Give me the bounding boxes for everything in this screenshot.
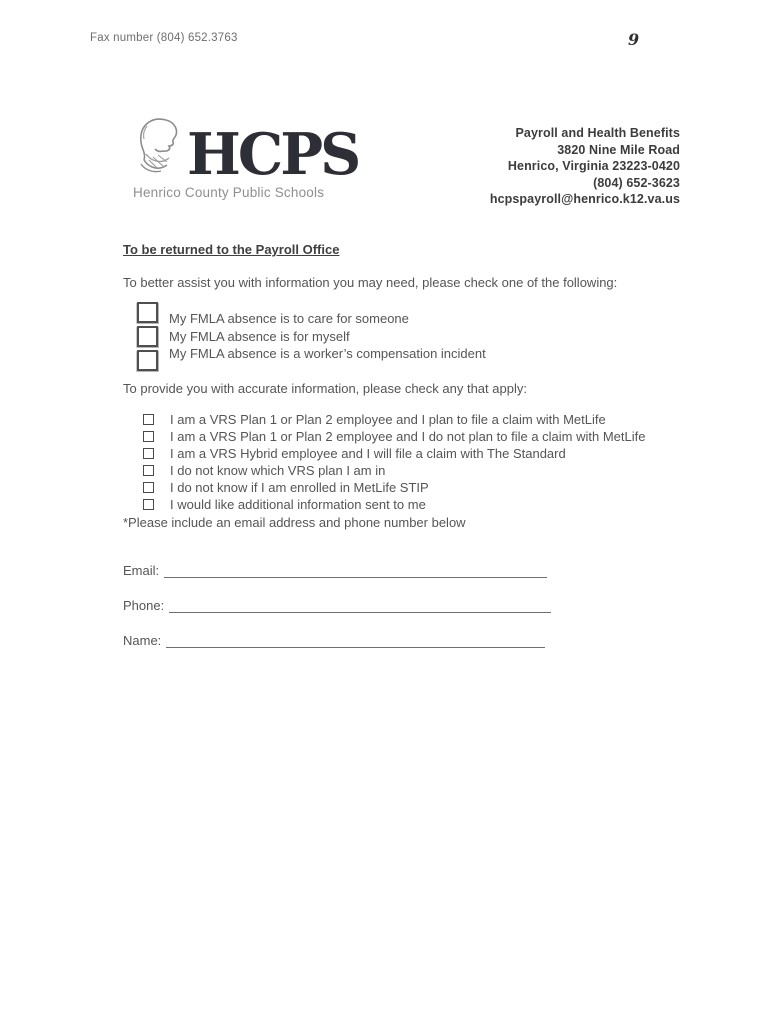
hcps-logo: [133, 116, 359, 200]
vrs-option-label: I am a VRS Plan 1 or Plan 2 employee and I plan to file a claim with MetLife: [170, 412, 606, 427]
vrs-option-label: I do not know which VRS plan I am in: [170, 463, 386, 478]
contact-block: [490, 125, 680, 208]
checkbox-additional-info[interactable]: [143, 499, 154, 510]
name-field-label: Name:: [123, 633, 162, 648]
vrs-option-row: [143, 462, 683, 479]
vrs-option-label: I would like additional information sent to me: [170, 497, 426, 512]
checkbox-unknown-vrs-plan[interactable]: [143, 465, 154, 476]
vrs-option-row: [143, 496, 683, 513]
logo-acronym: HCPS: [187, 121, 359, 188]
checkbox-vrs-plan12-file-claim[interactable]: [143, 414, 154, 425]
fax-number: Fax number (804) 652.3763: [90, 32, 238, 44]
contact-line-email: hcpspayroll@henrico.k12.va.us: [489, 192, 680, 206]
phone-input-line[interactable]: [169, 599, 551, 613]
vrs-options-group: [123, 411, 683, 513]
checkbox-vrs-plan12-no-claim[interactable]: [143, 431, 154, 442]
vrs-option-row: [143, 445, 683, 462]
section2-intro: To provide you with accurate information, please check any that apply:: [123, 381, 527, 396]
fmla-option-label: My FMLA absence is for myself: [169, 328, 350, 344]
contact-fields: [123, 561, 683, 648]
vrs-option-label: I am a VRS Hybrid employee and I will file a claim with The Standard: [170, 446, 566, 461]
fmla-options-group: [123, 302, 683, 371]
contact-line-street: 3820 Nine Mile Road: [557, 142, 680, 157]
contact-line-department: Payroll and Health Benefits: [515, 126, 680, 140]
return-heading: To be returned to the Payroll Office: [123, 242, 340, 257]
checkbox-vrs-hybrid-standard[interactable]: [143, 448, 154, 459]
phone-field-label: Phone:: [123, 598, 165, 613]
contact-line-phone: (804) 652-3623: [593, 175, 680, 190]
email-field-label: Email:: [123, 563, 160, 578]
email-field-row: [123, 561, 683, 578]
fmla-option-label: My FMLA absence is a worker’s compensation incident: [169, 346, 486, 362]
vrs-option-row: [143, 479, 683, 496]
footnote: *Please include an email address and phone number below: [123, 515, 466, 530]
checkbox-fmla-for-myself[interactable]: [137, 326, 158, 347]
logo-caption: Henrico County Public Schools: [133, 185, 325, 200]
checkbox-unknown-metlife-stip[interactable]: [143, 482, 154, 493]
phone-field-row: [123, 596, 683, 613]
vrs-option-label: I am a VRS Plan 1 or Plan 2 employee and I do not plan to file a claim with MetLife: [170, 429, 646, 444]
fmla-option-label: My FMLA absence is to care for someone: [169, 311, 409, 327]
email-input-line[interactable]: [164, 564, 547, 578]
vrs-option-row: [143, 411, 683, 428]
name-field-row: [123, 631, 683, 648]
section1-intro: To better assist you with information you may need, please check one of the following:: [123, 275, 618, 290]
vrs-option-row: [143, 428, 683, 445]
name-input-line[interactable]: [166, 634, 545, 648]
child-profile-sketch-icon: [133, 116, 185, 179]
vrs-option-label: I do not know if I am enrolled in MetLife STIP: [170, 480, 429, 495]
checkbox-fmla-workers-comp[interactable]: [137, 350, 158, 371]
checkbox-fmla-care-for-someone[interactable]: [137, 302, 158, 323]
contact-line-city: Henrico, Virginia 23223-0420: [507, 159, 680, 173]
form-body: [123, 241, 683, 666]
page-number: 9: [628, 30, 640, 49]
